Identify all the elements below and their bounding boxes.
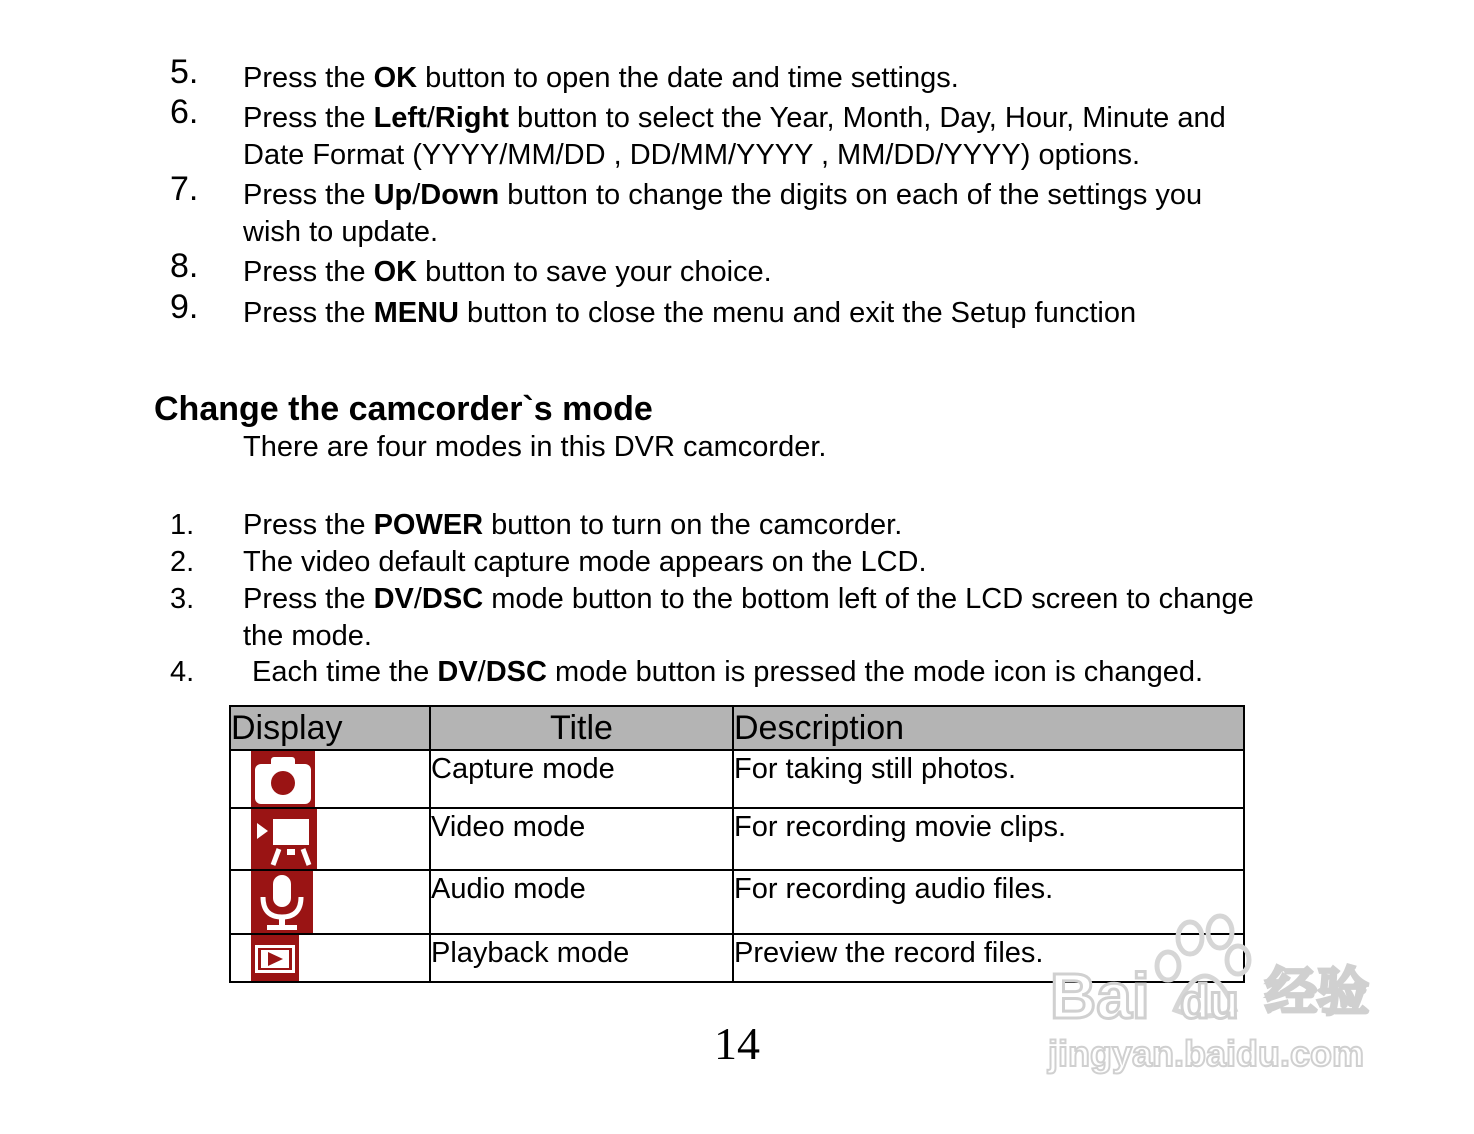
step-number: 3. <box>170 583 195 615</box>
table-row <box>230 750 1244 808</box>
display-cell <box>230 870 430 934</box>
svg-text:经验: 经验 <box>1265 963 1370 1023</box>
step-number: 4. <box>170 656 195 688</box>
display-cell <box>230 750 430 808</box>
step-text: Press the Up/Down button to change the digits on each of the settings you wish to update. <box>243 179 1203 248</box>
display-cell <box>230 808 430 870</box>
camera-icon <box>251 751 315 807</box>
step-number: 9. <box>170 288 199 326</box>
header-display: Display <box>230 706 430 750</box>
table-header-row <box>230 706 1244 750</box>
mode-title: Capture mode <box>430 750 733 808</box>
step-text: Press the DV/DSC mode button to the bottom left of the LCD screen to change the mode. <box>243 583 1254 652</box>
video-camera-icon <box>251 809 317 869</box>
step-number: 1. <box>170 509 195 541</box>
step-number: 2. <box>170 546 195 578</box>
step-text: Press the OK button to save your choice. <box>243 256 772 288</box>
mode-title: Video mode <box>430 808 733 870</box>
mode-title: Audio mode <box>430 870 733 934</box>
header-title: Title <box>430 706 733 750</box>
step-text: Press the Left/Right button to select the Year, Month, Day, Hour, Minute and Date Format (YYYY/MM/DD , DD/MM/YYYY , MM/DD/YYYY) options. <box>243 102 1226 171</box>
step-number: 6. <box>170 93 199 131</box>
section-intro: There are four modes in this DVR camcorder. <box>243 431 827 463</box>
microphone-icon <box>251 871 313 933</box>
mode-description: For taking still photos. <box>733 750 1244 808</box>
page-number: 14 <box>714 1018 760 1069</box>
svg-text:du: du <box>1180 976 1239 1029</box>
mode-title: Playback mode <box>430 934 733 982</box>
display-cell <box>230 934 430 982</box>
mode-description: For recording audio files. <box>733 870 1244 934</box>
step-number: 5. <box>170 53 199 91</box>
step-text: The video default capture mode appears on the LCD. <box>243 546 927 578</box>
svg-text:Bai: Bai <box>1050 960 1150 1032</box>
step-number: 8. <box>170 247 199 285</box>
baidu-watermark-logo <box>1040 910 1390 1080</box>
step-text: Press the POWER button to turn on the camcorder. <box>243 509 903 541</box>
svg-text:jingyan.baidu.com: jingyan.baidu.com <box>1048 1033 1365 1074</box>
step-text: Press the OK button to open the date and time settings. <box>243 62 959 94</box>
mode-description: For recording movie clips. <box>733 808 1244 870</box>
table-row <box>230 808 1244 870</box>
mode-description: Preview the record files. <box>733 934 1244 982</box>
section-heading: Change the camcorder`s mode <box>154 390 653 428</box>
header-description: Description <box>733 706 1244 750</box>
step-number: 7. <box>170 170 199 208</box>
step-text: Each time the DV/DSC mode button is pressed the mode icon is changed. <box>252 656 1204 688</box>
step-text: Press the MENU button to close the menu and exit the Setup function <box>243 297 1137 329</box>
play-icon <box>251 935 299 981</box>
